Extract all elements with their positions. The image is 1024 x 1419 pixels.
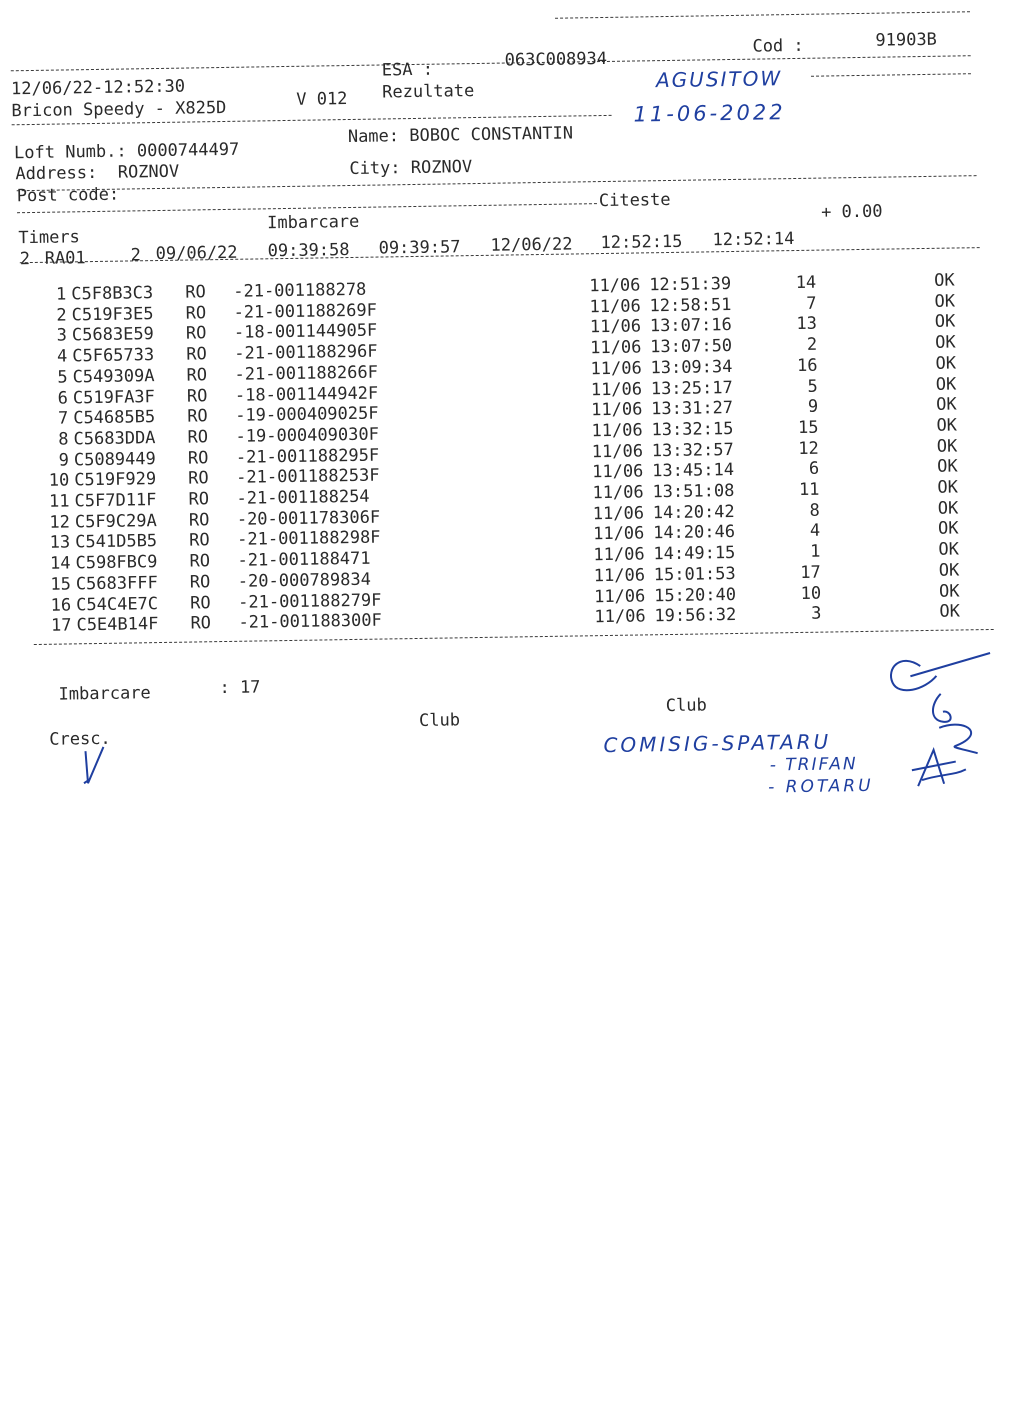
row-status: OK <box>937 518 959 540</box>
row-ring-number: -21-001188266F <box>234 362 379 385</box>
row-position: 3 <box>811 603 822 624</box>
fancier-name: Name: BOBOC CONSTANTIN <box>347 123 574 148</box>
row-arrival-time: 14:20:46 <box>652 522 736 544</box>
row-index: 6 <box>57 387 69 409</box>
row-arrival-time: 13:32:15 <box>651 418 734 441</box>
row-position: 4 <box>809 521 821 542</box>
row-chip-id: C5F8B3C3 <box>71 283 154 305</box>
row-index: 14 <box>49 553 71 574</box>
row-arrival-time: 14:49:15 <box>653 543 736 565</box>
footer-imbarcare-value: : 17 <box>219 677 261 699</box>
divider-header-right <box>811 73 971 77</box>
row-index: 9 <box>58 450 70 471</box>
imbarcare-count: 2 <box>130 245 142 266</box>
handwritten-race-name: AGUSITOW <box>655 66 783 93</box>
row-arrival-time: 13:32:57 <box>651 439 734 461</box>
row-arrival-time: 15:01:53 <box>653 563 736 586</box>
esa-label: ESA : <box>381 59 434 81</box>
row-ring-number: -21-001188298F <box>237 527 381 551</box>
row-status: OK <box>939 601 961 622</box>
row-country: RO <box>190 592 211 614</box>
imbarcare-time-1: 09:39:58 <box>267 240 350 262</box>
row-status: OK <box>935 353 957 374</box>
row-arrival-date: 11/06 <box>589 316 642 338</box>
row-country: RO <box>185 282 206 303</box>
row-index: 5 <box>57 367 68 388</box>
row-ring-number: -20-000789834 <box>237 569 372 592</box>
row-arrival-time: 14:20:42 <box>652 501 735 523</box>
row-chip-id: C549309A <box>72 365 155 388</box>
row-index: 10 <box>48 470 70 492</box>
row-country: RO <box>188 509 210 531</box>
breeder-signature <box>73 736 134 797</box>
row-position: 17 <box>800 562 821 583</box>
row-status: OK <box>938 560 960 581</box>
row-ring-number: -21-001188269F <box>233 300 378 323</box>
row-arrival-time: 12:51:39 <box>649 274 732 296</box>
row-country: RO <box>190 613 212 634</box>
imbarcare-date: 09/06/22 <box>155 242 238 265</box>
row-index: 13 <box>49 532 71 554</box>
row-position: 14 <box>795 272 817 294</box>
row-status: OK <box>934 270 955 291</box>
loft-address: Address: ROZNOV <box>15 161 180 185</box>
footer-imbarcare-label: Imbarcare <box>58 683 151 705</box>
row-position: 9 <box>807 396 819 418</box>
row-ring-number: -21-001188254 <box>236 486 370 509</box>
row-status: OK <box>936 456 958 478</box>
row-arrival-date: 11/06 <box>592 523 645 545</box>
row-ring-number: -21-001188279F <box>238 590 382 613</box>
row-chip-id: C519F3E5 <box>71 303 154 326</box>
cresc-label: Cresc. <box>49 728 111 750</box>
row-country: RO <box>188 489 210 510</box>
club-label-right: Club <box>665 695 707 717</box>
row-arrival-time: 13:07:16 <box>649 315 732 337</box>
row-index: 12 <box>49 512 71 533</box>
row-index: 15 <box>50 574 72 595</box>
row-index: 16 <box>50 594 72 616</box>
row-position: 12 <box>798 438 819 459</box>
row-chip-id: C598FBC9 <box>75 552 158 574</box>
row-ring-number: -18-001144905F <box>233 320 378 344</box>
row-chip-id: C54C4E7C <box>76 593 159 615</box>
row-chip-id: C5F7D11F <box>74 490 157 512</box>
row-index: 2 <box>56 305 67 326</box>
row-chip-id: C5683E59 <box>71 324 155 346</box>
row-status: OK <box>934 291 956 312</box>
row-arrival-date: 11/06 <box>592 461 644 483</box>
row-position: 13 <box>796 314 818 335</box>
club-label-middle: Club <box>418 710 461 731</box>
row-ring-number: -21-001188295F <box>235 445 380 468</box>
row-ring-number: -19-000409030F <box>235 424 380 447</box>
row-arrival-date: 11/06 <box>590 378 643 400</box>
row-arrival-date: 11/06 <box>592 503 645 524</box>
row-position: 6 <box>808 458 820 480</box>
row-arrival-date: 11/06 <box>589 275 641 297</box>
row-country: RO <box>188 468 209 489</box>
row-arrival-time: 13:31:27 <box>651 398 734 420</box>
row-index: 4 <box>56 346 68 367</box>
device-name: Bricon Speedy - X825D <box>11 97 227 122</box>
row-country: RO <box>185 302 207 324</box>
row-chip-id: C5F65733 <box>72 345 155 367</box>
row-position: 11 <box>798 479 820 500</box>
row-arrival-time: 13:51:08 <box>652 480 735 503</box>
row-arrival-time: 13:25:17 <box>650 377 733 399</box>
row-country: RO <box>187 427 209 448</box>
row-ring-number: -21-001188253F <box>236 465 380 489</box>
row-index: 3 <box>56 325 68 347</box>
row-country: RO <box>189 551 211 572</box>
loft-number: Loft Numb.: 0000744497 <box>13 139 240 164</box>
row-arrival-date: 11/06 <box>591 441 644 462</box>
row-arrival-time: 13:45:14 <box>652 460 735 482</box>
row-index: 11 <box>48 491 70 512</box>
row-arrival-time: 15:20:40 <box>653 584 737 606</box>
commission-line-3: - ROTARU <box>767 775 874 798</box>
row-position: 2 <box>806 334 818 355</box>
row-chip-id: C5E4B14F <box>76 614 159 636</box>
row-status: OK <box>938 580 960 602</box>
row-arrival-date: 11/06 <box>589 296 641 317</box>
timers-label: Timers <box>18 227 80 249</box>
row-chip-id: C5F9C29A <box>74 510 157 533</box>
row-arrival-time: 12:58:51 <box>649 294 732 316</box>
row-ring-number: -21-001188278 <box>233 279 367 302</box>
row-country: RO <box>186 344 207 365</box>
row-country: RO <box>189 572 211 593</box>
offset-value: + 0.00 <box>820 201 883 223</box>
row-arrival-date: 11/06 <box>592 482 644 504</box>
row-arrival-date: 11/06 <box>594 606 646 628</box>
row-arrival-date: 11/06 <box>591 399 643 421</box>
row-status: OK <box>936 436 958 457</box>
row-chip-id: C519FA3F <box>72 386 155 408</box>
row-status: OK <box>934 311 956 333</box>
cod-label: Cod : <box>752 35 804 57</box>
row-position: 16 <box>796 355 818 376</box>
imbarcare-time-2: 09:39:57 <box>378 237 461 259</box>
row-chip-id: C54685B5 <box>73 407 156 429</box>
citeste-label: Citeste <box>598 189 671 212</box>
row-position: 7 <box>806 293 817 314</box>
row-arrival-date: 11/06 <box>593 544 645 566</box>
row-chip-id: C5683DDA <box>73 427 156 450</box>
row-ring-number: -20-001178306F <box>236 507 381 530</box>
row-status: OK <box>936 394 957 416</box>
loft-city: City: ROZNOV <box>349 157 473 180</box>
citeste-time-1: 12:52:15 <box>600 231 683 254</box>
row-status: OK <box>935 332 956 353</box>
row-arrival-date: 11/06 <box>590 337 642 359</box>
citeste-time-2: 12:52:14 <box>712 229 795 251</box>
timer-id: RA01 <box>44 248 86 269</box>
cod-value: 91903B <box>875 29 938 51</box>
divider-top-2 <box>11 55 971 71</box>
row-country: RO <box>189 530 210 551</box>
row-arrival-time: 13:09:34 <box>650 356 733 379</box>
row-country: RO <box>186 385 208 407</box>
row-position: 8 <box>809 500 820 521</box>
row-status: OK <box>935 373 957 395</box>
citeste-date: 12/06/22 <box>490 234 573 256</box>
row-country: RO <box>185 323 207 344</box>
row-position: 1 <box>810 541 821 562</box>
row-status: OK <box>937 498 959 519</box>
divider-top-1 <box>555 11 970 19</box>
row-arrival-date: 11/06 <box>590 358 642 380</box>
row-status: OK <box>936 415 958 436</box>
commission-line-2: - TRIFAN <box>769 754 858 776</box>
row-position: 5 <box>807 376 819 397</box>
device-version: V 012 <box>296 89 348 110</box>
row-position: 10 <box>800 583 822 604</box>
imbarcare-header-label: Imbarcare <box>267 211 360 234</box>
row-status: OK <box>938 539 960 560</box>
row-index: 8 <box>58 429 69 450</box>
handwritten-race-date: 11-06-2022 <box>633 100 786 127</box>
row-chip-id: C5089449 <box>73 448 156 470</box>
row-arrival-date: 11/06 <box>593 565 646 587</box>
print-datetime: 12/06/22-12:52:30 <box>10 76 186 100</box>
row-ring-number: -21-001188471 <box>237 548 371 571</box>
row-arrival-date: 11/06 <box>593 585 646 607</box>
row-position: 15 <box>797 417 819 438</box>
row-ring-number: -21-001188300F <box>238 610 382 633</box>
row-country: RO <box>187 406 208 427</box>
rezultate-label: Rezultate <box>382 81 475 103</box>
row-status: OK <box>937 477 959 498</box>
row-arrival-date: 11/06 <box>591 420 643 442</box>
commission-line-1: COMISIG-SPATARU <box>603 729 832 758</box>
row-arrival-time: 19:56:32 <box>654 605 737 627</box>
timers-count: 2 <box>19 249 31 270</box>
row-index: 17 <box>50 615 72 636</box>
commission-signatures <box>880 645 1022 797</box>
row-index: 7 <box>57 408 69 429</box>
esa-value: 063C008934 <box>504 48 608 71</box>
row-ring-number: -18-001144942F <box>234 383 379 406</box>
row-index: 1 <box>55 284 67 305</box>
row-ring-number: -19-000409025F <box>235 403 379 427</box>
row-arrival-time: 13:07:50 <box>650 336 733 358</box>
row-chip-id: C5683FFF <box>75 572 158 595</box>
row-country: RO <box>186 365 208 386</box>
loft-post-code: Post code: <box>16 184 120 207</box>
row-chip-id: C541D5B5 <box>75 531 158 553</box>
row-chip-id: C519F929 <box>74 469 157 491</box>
row-country: RO <box>187 447 209 469</box>
row-ring-number: -21-001188296F <box>234 341 378 364</box>
